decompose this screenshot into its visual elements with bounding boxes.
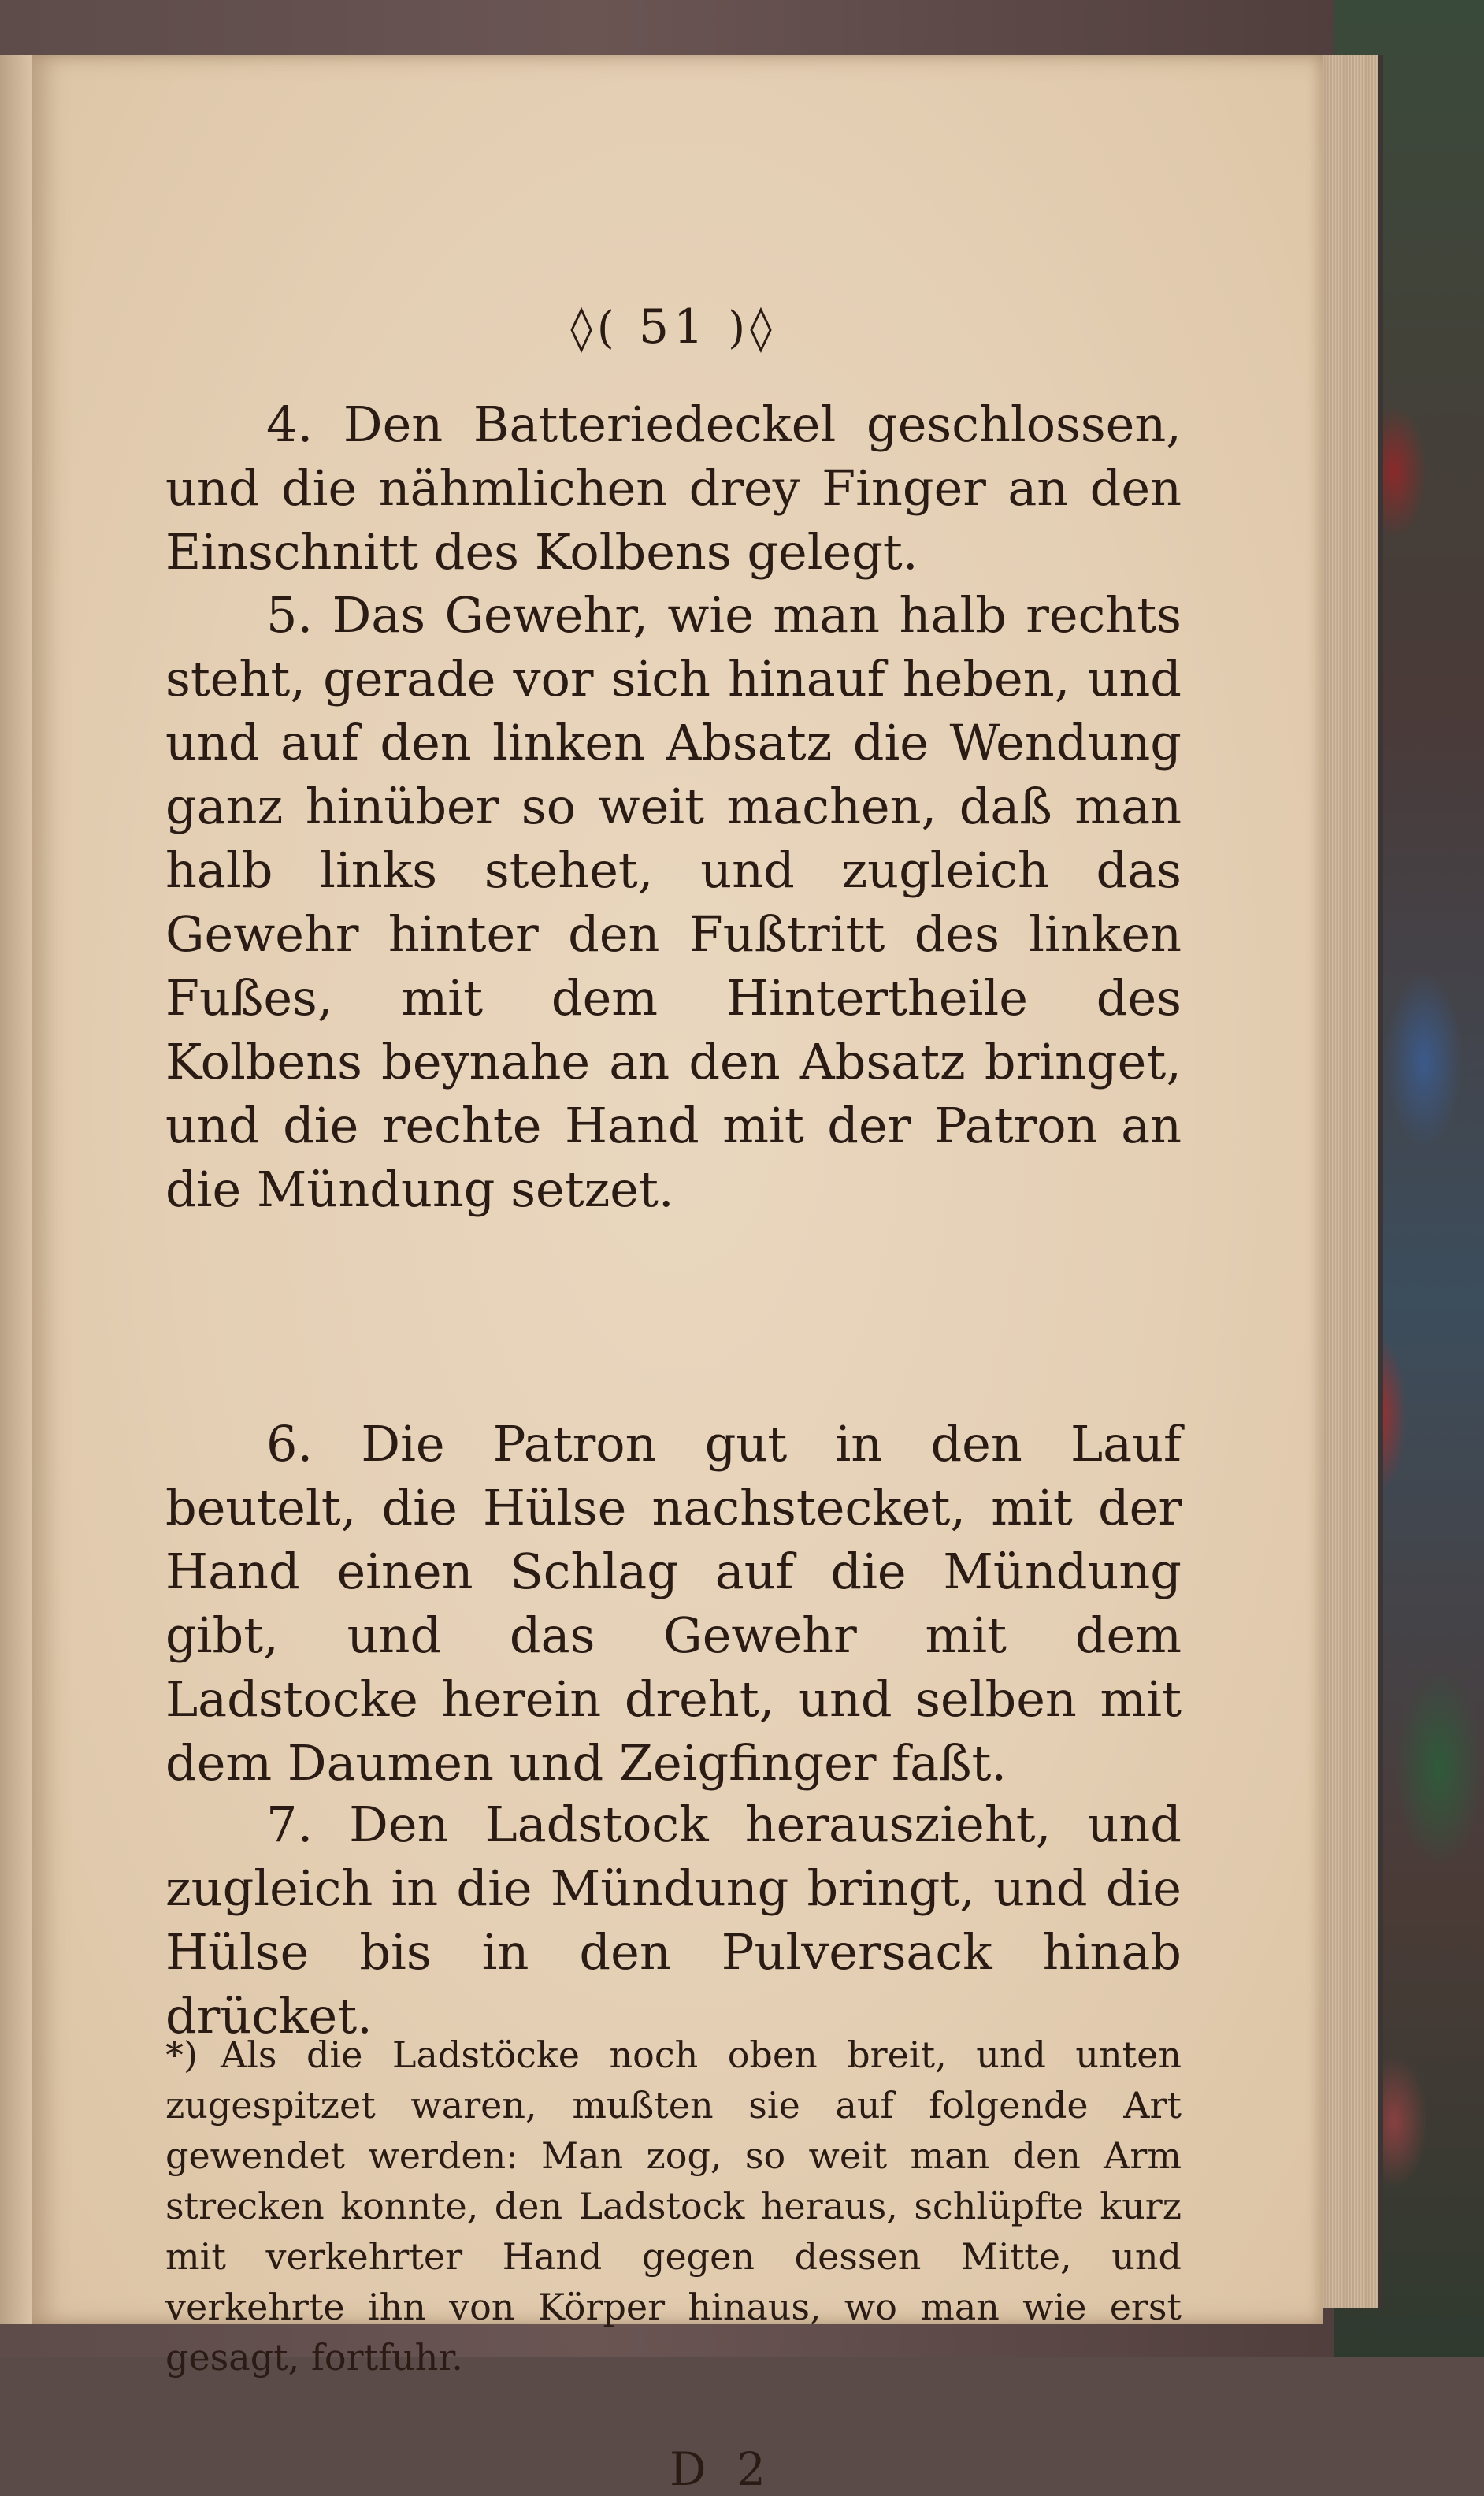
header-ornament-left: ◊(	[570, 303, 619, 354]
paragraph-7	[165, 1792, 1182, 2048]
page-number: 51	[638, 299, 709, 355]
footnote-mark: *)	[165, 2034, 198, 2076]
page-header	[165, 299, 1182, 355]
footnote-text: Als die Ladstöcke noch oben breit, und unten zugespitzet waren, mußten sie auf folgende Art gewendet werden: Man zog, so weit man den Arm strecken konnte, den Ladstock heraus, schlüpfte kurz mit verkehrter Hand gegen dessen Mitte, und verkehrte ihn von Körper hinaus, wo man wie erst gesagt, fortfuhr.	[165, 2034, 1182, 2379]
header-ornament-right: )◊	[728, 303, 777, 354]
paragraph-7-text: 7. Den Ladstock herauszieht, und zugleich in die Mündung bringt, und die Hülse bis in den Pulversack hinab drücket.	[165, 1796, 1182, 2045]
paragraph-5-text: 5. Das Gewehr, wie man halb rechts steht, gerade vor sich hinauf heben, und und auf den linken Absatz die Wendung ganz hinüber so weit machen, daß man halb links stehet, und zugleich das Gewehr hinter den Fußtritt des linken Fußes, mit dem Hintertheile des Kolbens beynahe an den Absatz bringet, und die rechte Hand mit der Patron an die Mündung setzet.	[165, 586, 1182, 1218]
paragraph-5	[165, 583, 1182, 1221]
left-page-edge	[0, 55, 32, 2324]
paragraph-4-text: 4. Den Batteriedeckel geschlossen, und die nähmlichen drey Finger an den Einschnitt des Kolbens gelegt.	[165, 396, 1182, 581]
paragraph-6	[165, 1412, 1182, 1795]
footnote	[165, 2030, 1182, 2383]
signature-mark: D 2	[670, 2442, 774, 2496]
book-page	[32, 55, 1323, 2496]
paragraph-4	[165, 392, 1182, 584]
paragraph-6-text: 6. Die Patron gut in den Lauf beutelt, die Hülse nachstecket, mit der Hand einen Schlag auf die Mündung gibt, und das Gewehr mit dem Ladstocke herein dreht, und selben mit dem Daumen und Zeigfinger faßt.	[165, 1415, 1182, 1792]
